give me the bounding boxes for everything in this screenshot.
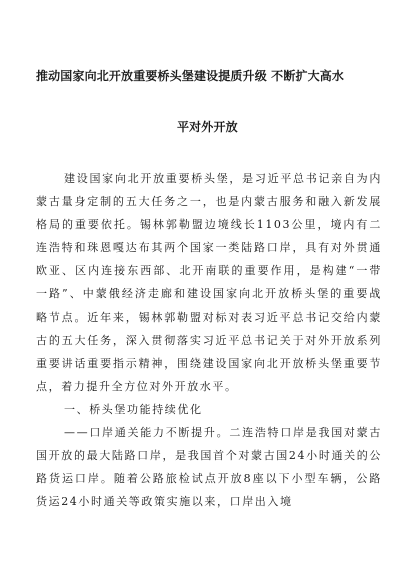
document-body [36,167,382,513]
body-paragraph-2: ——口岸通关能力不断提升。二连浩特口岸是我国对蒙古国开放的最大陆路口岸，是我国首个对蒙古国24小时通关的公路货运口岸。随着公路旅检试点开放8座以下小型车辆，公路货运24小时通关等政策实施以来，口岸出入境 [36,426,382,509]
body-paragraph-1: 建设国家向北开放重要桥头堡，是习近平总书记亲自为内蒙古量身定制的五大任务之一，也是内蒙古服务和融入新发展格局的重要依托。锡林郭勒盟边境线长1103公里，境内有二连浩特和珠恩嘎达布其两个国家一类陆路口岸，具有对外贯通欧亚、区内连接东西部、北开南联的重要作用，是构建“一带一路”、中蒙俄经济走廊和建设国家向北开放桥头堡的重要战略节点。近年来，锡林郭勒盟对标对表习近平总书记交给内蒙古的五大任务，深入贯彻落实习近平总书记关于对外开放系列重要讲话重要指示精神，围绕建设国家向北开放桥头堡重要节点，着力提升全方位对外开放水平。 [36,172,382,393]
document-title-line-2: 平对外开放 [177,120,238,134]
section-heading-1: 一、桥头堡功能持续优化 [64,402,203,416]
document-title-line-1: 推动国家向北开放重要桥头堡建设提质升级 不断扩大高水 [36,69,345,83]
